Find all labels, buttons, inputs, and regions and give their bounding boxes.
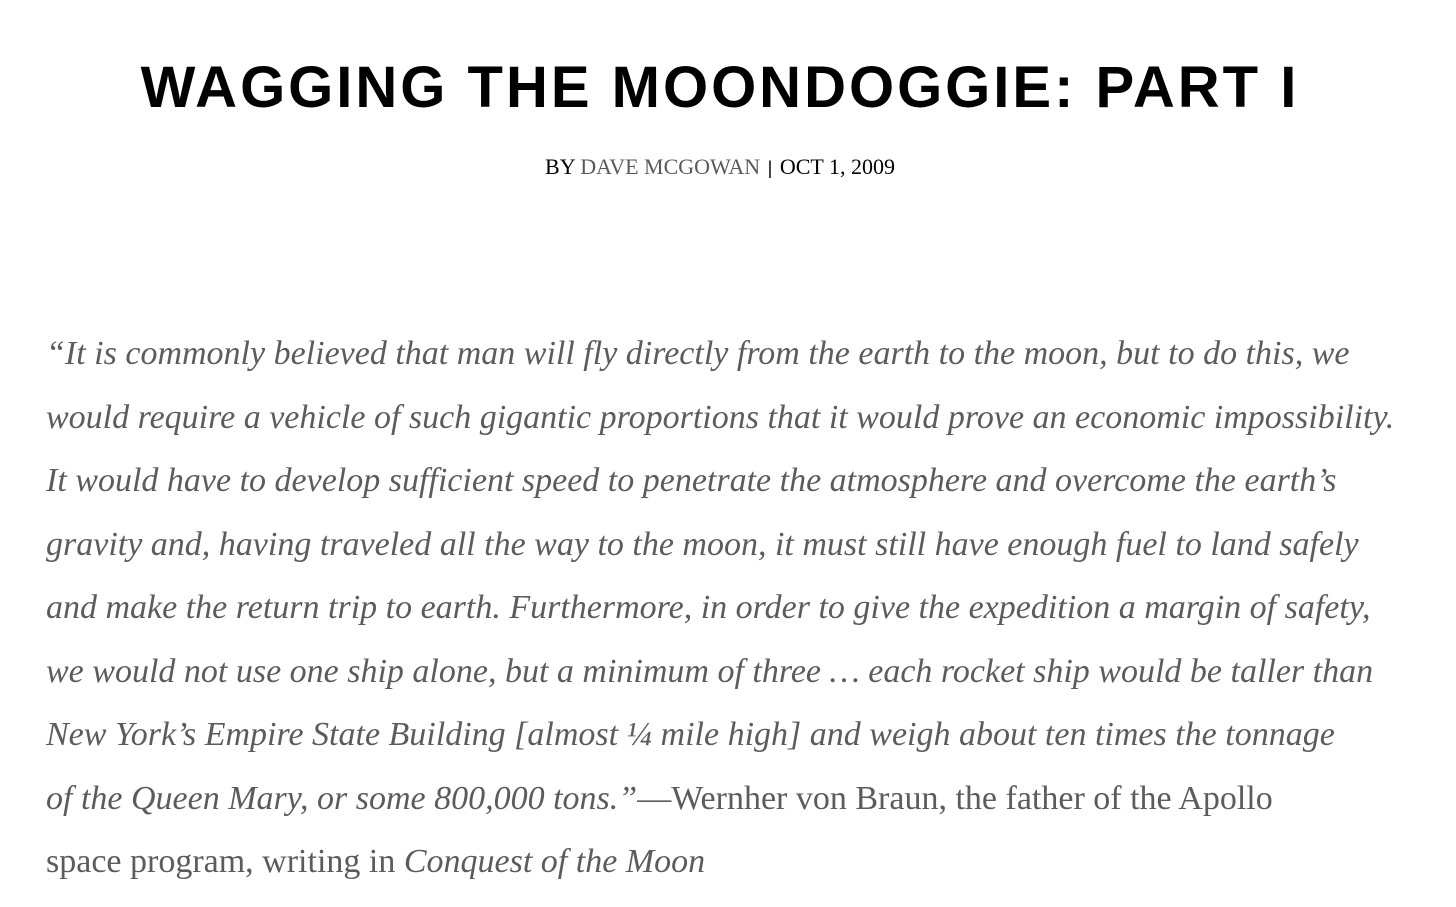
quote-line-4: gravity and, having traveled all the way to the moon, it must still have enough fuel to land safely [46,525,1359,563]
quote-line-9 [46,830,1406,894]
attribution-continued: space program, writing in [46,843,404,880]
publish-date: OCT 1, 2009 [779,154,895,179]
quote-line-5: and make the return trip to earth. Furthermore, in order to give the expedition a margin of safety, [46,589,1371,626]
byline-prefix: BY [545,154,575,179]
byline [0,152,1440,183]
quote-line-3: It would have to develop sufficient speed to penetrate the atmosphere and overcome the earth’s [46,462,1337,499]
quote-ending: of the Queen Mary, or some 800,000 tons.” [46,779,638,817]
byline-separator: | [767,158,773,178]
author-link[interactable]: DAVE MCGOWAN [580,154,761,179]
quote-line-2: would require a vehicle of such gigantic proportions that it would prove an economic impossibility. [46,398,1395,436]
quote-line-6: we would not use one ship alone, but a minimum of three … each rocket ship would be taller than [46,652,1374,690]
source-book-title: Conquest of the Moon [403,843,706,880]
quote-line-1: “It is commonly believed that man will fly directly from the earth to the moon, but to do this, we [46,335,1350,372]
quote-line-7: New York’s Empire State Building [almost ¼ mile high] and weigh about ten times the tonnage [46,716,1335,753]
quote-line-8 [46,767,1406,831]
epigraph-quote [46,322,1406,894]
quote-attribution: —Wernher von Braun, the father of the Apollo [637,779,1273,817]
article-title: WAGGING THE MOONDOGGIE: PART I [140,55,1300,120]
